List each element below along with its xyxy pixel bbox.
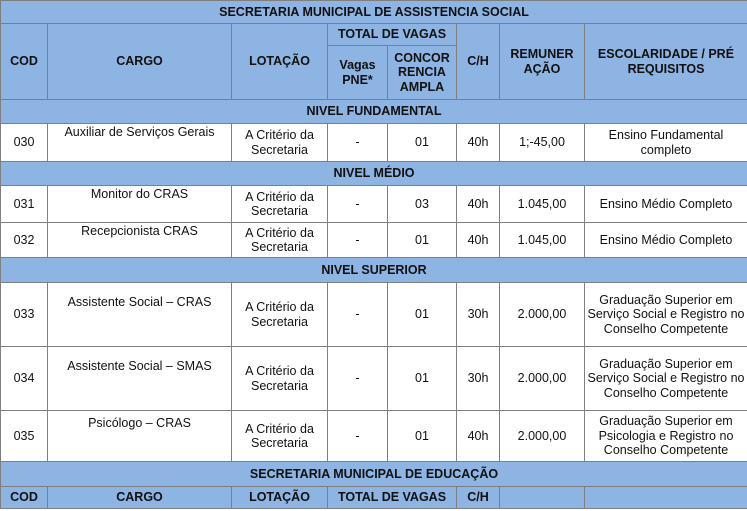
cell-escolaridade: Graduação Superior em Serviço Social e Registro no Conselho Competente xyxy=(585,283,747,347)
cell-ch: 40h xyxy=(457,124,500,162)
header-row xyxy=(1,24,747,46)
cell-remuneracao: 2.000,00 xyxy=(500,347,585,411)
cell-lotacao: A Critério da Secretaria xyxy=(232,283,328,347)
cell-pne: - xyxy=(328,124,388,162)
col-remuneracao: REMUNER AÇÃO xyxy=(500,24,585,100)
cell-ch: 30h xyxy=(457,283,500,347)
table-row xyxy=(1,411,747,462)
cell-pne: - xyxy=(328,223,388,258)
cell-cod: 031 xyxy=(1,186,48,223)
col-total-vagas: TOTAL DE VAGAS xyxy=(328,487,457,509)
section-row xyxy=(1,162,747,186)
cell-cod: 034 xyxy=(1,347,48,411)
cell-escolaridade: Graduação Superior em Psicologia e Registro no Conselho Competente xyxy=(585,411,747,462)
cell-pne: - xyxy=(328,347,388,411)
table-row xyxy=(1,124,747,162)
cell-ch: 30h xyxy=(457,347,500,411)
col-cod: COD xyxy=(1,487,48,509)
col-cod: COD xyxy=(1,24,48,100)
cell-cargo: Monitor do CRAS xyxy=(48,186,232,223)
cell-cargo: Recepcionista CRAS xyxy=(48,223,232,258)
table-row xyxy=(1,283,747,347)
table-row xyxy=(1,347,747,411)
col-vagas-pne: Vagas PNE* xyxy=(328,46,388,100)
cell-lotacao: A Critério da Secretaria xyxy=(232,186,328,223)
col-concorrencia-ampla: CONCOR RENCIA AMPLA xyxy=(388,46,457,100)
cell-cargo: Assistente Social – CRAS xyxy=(48,283,232,347)
cell-escolaridade: Graduação Superior em Serviço Social e Registro no Conselho Competente xyxy=(585,347,747,411)
cell-cod: 032 xyxy=(1,223,48,258)
cell-escolaridade: Ensino Fundamental completo xyxy=(585,124,747,162)
secretaria-title-row xyxy=(1,1,747,24)
section-row xyxy=(1,100,747,124)
cell-ampla: 01 xyxy=(388,124,457,162)
section-title: NIVEL FUNDAMENTAL xyxy=(1,100,747,124)
col-remuneracao xyxy=(500,487,585,509)
cell-escolaridade: Ensino Médio Completo xyxy=(585,186,747,223)
section-title: NIVEL SUPERIOR xyxy=(1,258,747,283)
cell-ampla: 01 xyxy=(388,411,457,462)
section-title: NIVEL MÉDIO xyxy=(1,162,747,186)
cell-remuneracao: 1.045,00 xyxy=(500,186,585,223)
col-cargo: CARGO xyxy=(48,24,232,100)
cell-pne: - xyxy=(328,186,388,223)
col-ch: C/H xyxy=(457,487,500,509)
cell-ampla: 01 xyxy=(388,223,457,258)
cell-ampla: 03 xyxy=(388,186,457,223)
table-row xyxy=(1,223,747,258)
col-cargo: CARGO xyxy=(48,487,232,509)
cell-remuneracao: 2.000,00 xyxy=(500,411,585,462)
cell-cod: 033 xyxy=(1,283,48,347)
cell-cargo: Auxiliar de Serviços Gerais xyxy=(48,124,232,162)
cell-pne: - xyxy=(328,283,388,347)
cell-escolaridade: Ensino Médio Completo xyxy=(585,223,747,258)
secretaria-title: SECRETARIA MUNICIPAL DE EDUCAÇÃO xyxy=(1,462,747,487)
cell-ampla: 01 xyxy=(388,347,457,411)
cell-pne: - xyxy=(328,411,388,462)
cell-cod: 035 xyxy=(1,411,48,462)
col-ch: C/H xyxy=(457,24,500,100)
cell-lotacao: A Critério da Secretaria xyxy=(232,347,328,411)
secretaria-title: SECRETARIA MUNICIPAL DE ASSISTENCIA SOCIAL xyxy=(1,1,747,24)
header-row xyxy=(1,487,747,509)
cell-remuneracao: 1;-45,00 xyxy=(500,124,585,162)
col-total-vagas: TOTAL DE VAGAS xyxy=(328,24,457,46)
cell-remuneracao: 2.000,00 xyxy=(500,283,585,347)
secretaria-title-row xyxy=(1,462,747,487)
col-escolaridade xyxy=(585,487,747,509)
cell-remuneracao: 1.045,00 xyxy=(500,223,585,258)
cell-lotacao: A Critério da Secretaria xyxy=(232,411,328,462)
cell-ch: 40h xyxy=(457,411,500,462)
cell-cod: 030 xyxy=(1,124,48,162)
col-escolaridade: ESCOLARIDADE / PRÉ REQUISITOS xyxy=(585,24,747,100)
cell-cargo: Assistente Social – SMAS xyxy=(48,347,232,411)
cell-cargo: Psicólogo – CRAS xyxy=(48,411,232,462)
col-lotacao: LOTAÇÃO xyxy=(232,487,328,509)
cell-ampla: 01 xyxy=(388,283,457,347)
cell-lotacao: A Critério da Secretaria xyxy=(232,124,328,162)
cell-ch: 40h xyxy=(457,223,500,258)
cell-lotacao: A Critério da Secretaria xyxy=(232,223,328,258)
table-row xyxy=(1,186,747,223)
section-row xyxy=(1,258,747,283)
cell-ch: 40h xyxy=(457,186,500,223)
col-lotacao: LOTAÇÃO xyxy=(232,24,328,100)
